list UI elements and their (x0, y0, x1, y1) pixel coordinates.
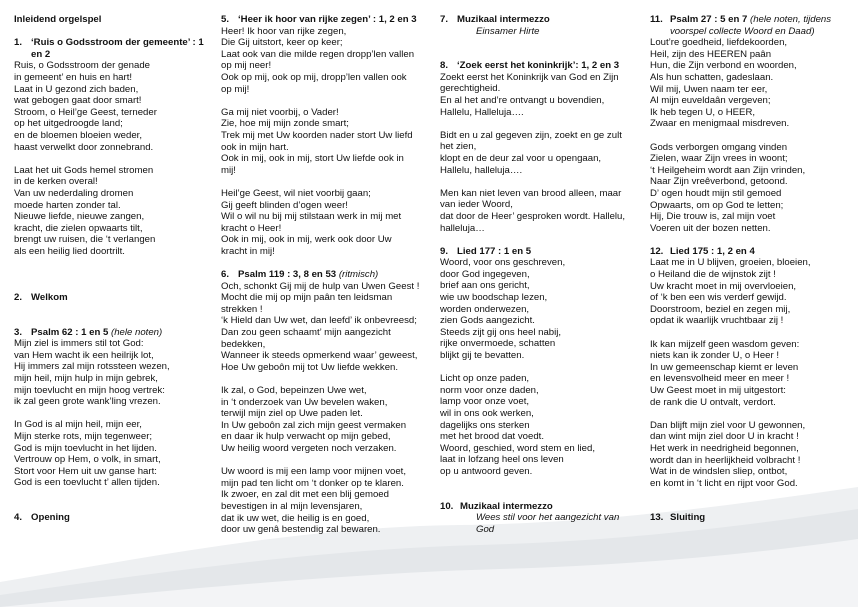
text-line: Vertrouw op Hem, o volk, in smart, (14, 454, 161, 466)
text-line: Uw kracht moet in mij overvloeien, (650, 280, 797, 292)
text-line: op het uitgedroogde land; (14, 118, 123, 130)
text-line: Als hun schatten, gadeslaan. (650, 71, 774, 83)
text-line: Naar Zijn vreêverbond, getoond. (650, 176, 788, 188)
section-5-heading: 5. ‘Heer ik hoor van rijke zegen’ : 1, 2 en 3 (221, 14, 417, 25)
text-line: Stort voor Hem uit uw ganse hart: (14, 465, 157, 477)
text-line: ik zal geen grote wank’ling vrezen. (14, 396, 161, 408)
text-line (440, 176, 640, 188)
text-line: Ook in mij, ook in mij, stort Uw liefde ook in (221, 153, 404, 165)
section-9-heading: 9. Lied 177 : 1 en 5 (440, 245, 532, 257)
text-line: Hallelu, halleluja…. (440, 164, 523, 176)
text-line: opdat ik waarlijk vruchtbaar zij ! (650, 315, 784, 327)
text-line: Uw heilig woord vergeten noch verzaken. (221, 442, 397, 454)
text-line: en levensvolheid meer en meer ! (650, 373, 790, 385)
column-3 (440, 14, 640, 535)
text-line: Lout’re goedheid, liefdekoorden, (650, 37, 788, 49)
text-line (650, 130, 850, 142)
text-line: van ieder Woord, (440, 199, 513, 211)
text-line: op u antwoord geven. (440, 465, 533, 477)
text-line (221, 95, 429, 107)
text-line: de rank die U ontvalt, verdort. (650, 396, 776, 408)
text-line: Laat me in U blijven, groeien, bloeien, (650, 257, 811, 269)
text-line: Ik zal, o God, bepeinzen Uwe wet, (221, 385, 367, 396)
text-line: Zwaar en menigmaal misdreven. (650, 118, 790, 130)
text-line: brief aan ons gericht, (440, 280, 530, 292)
text-line (14, 408, 212, 420)
text-line: door God ingegeven, (440, 268, 530, 280)
text-line: Laat het uit Gods hemel stromen (14, 164, 154, 176)
text-line: Heil’ge Geest, wil niet voorbij gaan; (221, 187, 371, 199)
text-line: terwijl mijn ziel op Uwe paden let. (221, 408, 363, 420)
text-line: Men kan niet leven van brood alleen, maar (440, 187, 622, 199)
section-6-heading: 6. Psalm 119 : 3, 8 en 53 (ritmisch) (221, 269, 379, 281)
text-line: God is een toevlucht t’ allen tijden. (14, 477, 160, 489)
section-9-text (440, 257, 640, 477)
text-line: Mijn sterke rots, mijn tegenweer; (14, 431, 153, 442)
text-line: Gods verborgen omgang vinden (650, 141, 788, 153)
text-line: niets kan ik zonder U, o Heer ! (650, 350, 780, 362)
text-line: op mij! (221, 83, 250, 95)
column-4 (650, 14, 850, 524)
intro-heading: Inleidend orgelspel (14, 14, 102, 25)
section-12-text (650, 257, 850, 489)
text-line (440, 362, 640, 374)
text-line: Hoe Uw geboôn mij tot Uw liefde wekken. (221, 361, 399, 373)
text-line: Licht op onze paden, (440, 373, 530, 385)
text-line: Woord, geschied, word stem en lied, (440, 442, 595, 454)
text-line: Stroom, o Heil’ge Geest, terneder (14, 106, 157, 118)
text-line: Zoekt eerst het Koninkrijk van God en Zijn (440, 71, 619, 83)
text-line: moede harten zonder tal. (14, 199, 121, 211)
text-line: rijke onvermoede, schatten (440, 338, 556, 350)
text-line (650, 327, 850, 339)
text-line: of ‘k ben een wis verderf gewijd. (650, 292, 787, 304)
section-10 (440, 501, 640, 536)
text-line: kracht o Heer! (221, 222, 282, 234)
text-line (440, 118, 640, 130)
text-line: worden onderwezen, (440, 303, 530, 315)
text-line: Wat in de windslen sliep, ontbot, (650, 466, 788, 478)
text-line (221, 176, 429, 188)
text-line: het zien, (440, 141, 477, 153)
text-line: Och, schonkt Gij mij de hulp van Uwen Geest ! (221, 280, 420, 292)
text-line: mij! (221, 164, 236, 176)
section-12 (650, 246, 850, 489)
text-line: Trek mij met Uw koorden nader stort Uw liefd (221, 129, 413, 141)
text-line: Hun, die Zijn verbond en woorden, (650, 60, 797, 72)
text-line: Mocht die mij op mijn paân ten leidsman (221, 292, 393, 304)
text-line: Ruis, o Godsstroom der genade (14, 60, 150, 72)
text-line: Die Gij uitstort, keer op keer; (221, 37, 343, 49)
text-line: Wanneer ik steeds opmerkend waar’ geweest, (221, 350, 418, 362)
section-10-heading: 10. Muzikaal intermezzo (440, 500, 553, 512)
text-line: En al het and’re ontvangt u bovendien, (440, 94, 605, 106)
section-1 (14, 37, 212, 257)
text-line: op mij neer! (221, 60, 272, 72)
section-11 (650, 14, 850, 234)
section-12-heading: 12. Lied 175 : 1, 2 en 4 (650, 245, 755, 257)
section-5 (221, 14, 429, 257)
text-line: Ook in mij, ook in mij, werk ook door Uw (221, 234, 392, 246)
text-line: dan wint mijn ziel door U in kracht ! (650, 431, 799, 443)
text-line: door uw genâ bestendig zal bewaren. (221, 524, 381, 536)
text-line: Dan zou geen schaamt’ mijn aangezicht (221, 327, 391, 339)
text-line: Dan blijft mijn ziel voor U gewonnen, (650, 419, 806, 431)
text-line: Opwaarts, om op God te letten; (650, 199, 784, 211)
section-7 (440, 14, 640, 37)
text-line: Het werk in needrigheid begonnen, (650, 442, 799, 454)
text-line: wie uw boodschap lezen, (440, 292, 548, 304)
text-line: In uw gemeenschap kiemt er leven (650, 361, 799, 373)
section-11-heading: 11. Psalm 27 : 5 en 7 (hele noten, tijdens voorspel collecte Woord en Daad) (650, 14, 832, 37)
text-line: Mijn ziel is immers stil tot God: (14, 338, 144, 350)
section-1-heading: 1. ‘Ruis o Godsstroom der gemeente’ : 1 en 2 (14, 37, 204, 60)
text-line: in de kerken overal! (14, 176, 98, 188)
text-line (14, 153, 212, 165)
text-line (221, 373, 429, 385)
text-line: Ook op mij, ook op mij, dropp’len vallen ook (221, 71, 407, 83)
text-line: Voeren uit der bozen netten. (650, 222, 771, 234)
text-line: Heer! Ik hoor van rijke zegen, (221, 25, 347, 37)
text-line (650, 408, 850, 420)
text-line: laat in lofzang heel ons leven (440, 454, 564, 466)
text-line: mijn pad ten licht om ‘t donker op te klaren. (221, 477, 404, 489)
section-1-text (14, 60, 212, 257)
section-6-text (221, 281, 429, 536)
text-line: mijn heil, mijn hulp in mijn gebrek, (14, 373, 158, 385)
section-4-heading: 4. Opening (14, 511, 70, 523)
text-line: haast verwelkt door zonnebrand. (14, 141, 154, 153)
text-line: Uw woord is mij een lamp voor mijnen voet, (221, 466, 407, 478)
text-line: Laat ook van die milde regen dropp’len vallen (221, 48, 415, 60)
text-line: Van uw nederdaling dromen (14, 187, 134, 199)
text-line: Ik heb tegen U, o HEER, (650, 106, 756, 118)
text-line: ook in mijn hart. (221, 141, 289, 153)
text-line: Hij, Die trouw is, zal mijn voet (650, 211, 776, 223)
text-line: wordt dan in heerlijkheid volbracht ! (650, 454, 801, 466)
text-line: Ik kan mijzelf geen wasdom geven: (650, 338, 800, 350)
text-line: Zielen, waar Zijn vrees in woont; (650, 153, 788, 165)
section-3-text (14, 338, 212, 489)
text-line: van Hem wacht ik een heilrijk lot, (14, 349, 154, 361)
section-7-subtitle: Einsamer Hirte (476, 25, 540, 37)
section-2 (14, 292, 212, 304)
section-8 (440, 60, 640, 234)
text-line: halleluja… (440, 222, 485, 234)
section-13-heading: 13. Sluiting (650, 512, 706, 524)
text-line: zien Gods aangezicht. (440, 315, 535, 327)
text-line: Uw Geest moet in mij uitgestort: (650, 385, 786, 396)
text-line: lamp voor onze voet, (440, 396, 530, 408)
text-line: dat door de Heer’ gesproken wordt. Hallelu, (440, 210, 626, 222)
text-line: bevestigen in al mijn levensjaren, (221, 500, 363, 512)
text-line: Woord, voor ons geschreven, (440, 257, 566, 269)
text-line: Doorstroom, beziel en zegen mij, (650, 303, 791, 315)
section-13 (650, 512, 850, 524)
text-line: bedekken, (221, 338, 266, 350)
text-line: Hallelu, Halleluja…. (440, 106, 524, 118)
section-10-subtitle-1: Wees stil voor het aangezicht van (476, 512, 620, 524)
text-line: mijn toevlucht en mijn hoog vertrek: (14, 384, 165, 396)
text-line: als een heilig lied doortrilt. (14, 245, 125, 257)
section-2-heading: 2. Welkom (14, 292, 68, 304)
text-line: in gemeent’ en huis en hart! (14, 71, 133, 83)
text-line: met het brood dat voedt. (440, 431, 544, 443)
text-line: Hij immers zal mijn rotssteen wezen, (14, 361, 170, 373)
text-line: In God is al mijn heil, mijn eer, (14, 419, 142, 431)
text-line: Gij geeft blinden d’ogen weer! (221, 199, 348, 211)
text-line: In Uw geboôn zal zich mijn geest vermaken (221, 419, 407, 431)
section-11-text (650, 37, 850, 234)
column-1 (14, 14, 212, 524)
column-2 (221, 14, 429, 536)
text-line: norm voor onze daden, (440, 384, 539, 396)
text-line: kracht in mij! (221, 245, 275, 257)
section-6 (221, 269, 429, 536)
text-line: D’ ogen houdt mijn stil gemoed (650, 187, 782, 199)
text-line: blijkt gij te bevatten. (440, 350, 525, 362)
text-line: Steeds zijt gij ons heel nabij, (440, 326, 562, 338)
text-line: in ‘t onderzoek van Uw bevelen waken, (221, 396, 388, 408)
text-line: wat gebogen gaat door smart! (14, 95, 142, 107)
text-line: dagelijks ons sterken (440, 419, 530, 431)
text-line: God is mijn toevlucht in het lijden. (14, 442, 157, 454)
text-line: en de bloemen bloeien weder, (14, 129, 143, 141)
text-line: Zie, hoe mij mijn zonde smart; (221, 118, 349, 130)
text-line: ‘k Hield dan Uw wet, dan leefd’ ik onbevreesd; (221, 315, 417, 327)
section-3-heading: 3. Psalm 62 : 1 en 5 (hele noten) (14, 326, 163, 338)
text-line: strekken ! (221, 303, 263, 315)
text-line: kracht, die zielen opwaarts tilt, (14, 222, 143, 234)
section-4 (14, 512, 212, 524)
text-line: ‘t Heilgeheim wordt aan Zijn vrinden, (650, 164, 806, 176)
text-line: en daar ik hulp verwacht op mijn gebed, (221, 431, 391, 443)
text-line: Heil, zijn des HEEREN paân (650, 48, 772, 60)
section-8-text (440, 72, 640, 234)
text-line: Al mijn euveldaân vergeven; (650, 95, 771, 107)
text-line: wil in ons ook werken, (440, 408, 534, 419)
section-5-text (221, 26, 429, 258)
text-line: Wil o wil nu bij mij stilstaan werk in mij met (221, 211, 402, 223)
section-8-heading: 8. ‘Zoek eerst het koninkrijk’: 1, 2 en 3 (440, 60, 620, 72)
text-line: Bidt en u zal gegeven zijn, zoekt en ge zult (440, 129, 622, 141)
text-line: gerechtigheid. (440, 83, 501, 95)
section-9 (440, 246, 640, 478)
text-line (221, 455, 429, 467)
text-line: Laat in U gezond zich baden, (14, 83, 139, 95)
text-line: brengt uw ruisen, die ‘t verlangen (14, 234, 156, 246)
section-10-subtitle-2: God (476, 523, 495, 535)
text-line: Ik zwoer, en zal dit met een blij gemoed (221, 489, 389, 501)
text-line: Ga mij niet voorbij, o Vader! (221, 106, 339, 118)
text-line: o Heiland die de wijnstok zijt ! (650, 269, 776, 281)
text-line: Wil mij, Uwen naam ter eer, (650, 83, 768, 95)
text-line: en komt in ‘t licht en rijpt voor God. (650, 477, 798, 489)
text-line: dat ik uw wet, die heilig is en goed, (221, 512, 370, 524)
text-line: Nieuwe liefde, nieuwe zangen, (14, 211, 145, 223)
section-3 (14, 327, 212, 489)
text-line: klopt en de deur zal voor u opengaan, (440, 152, 602, 164)
section-7-heading: 7. Muzikaal intermezzo (440, 14, 550, 25)
